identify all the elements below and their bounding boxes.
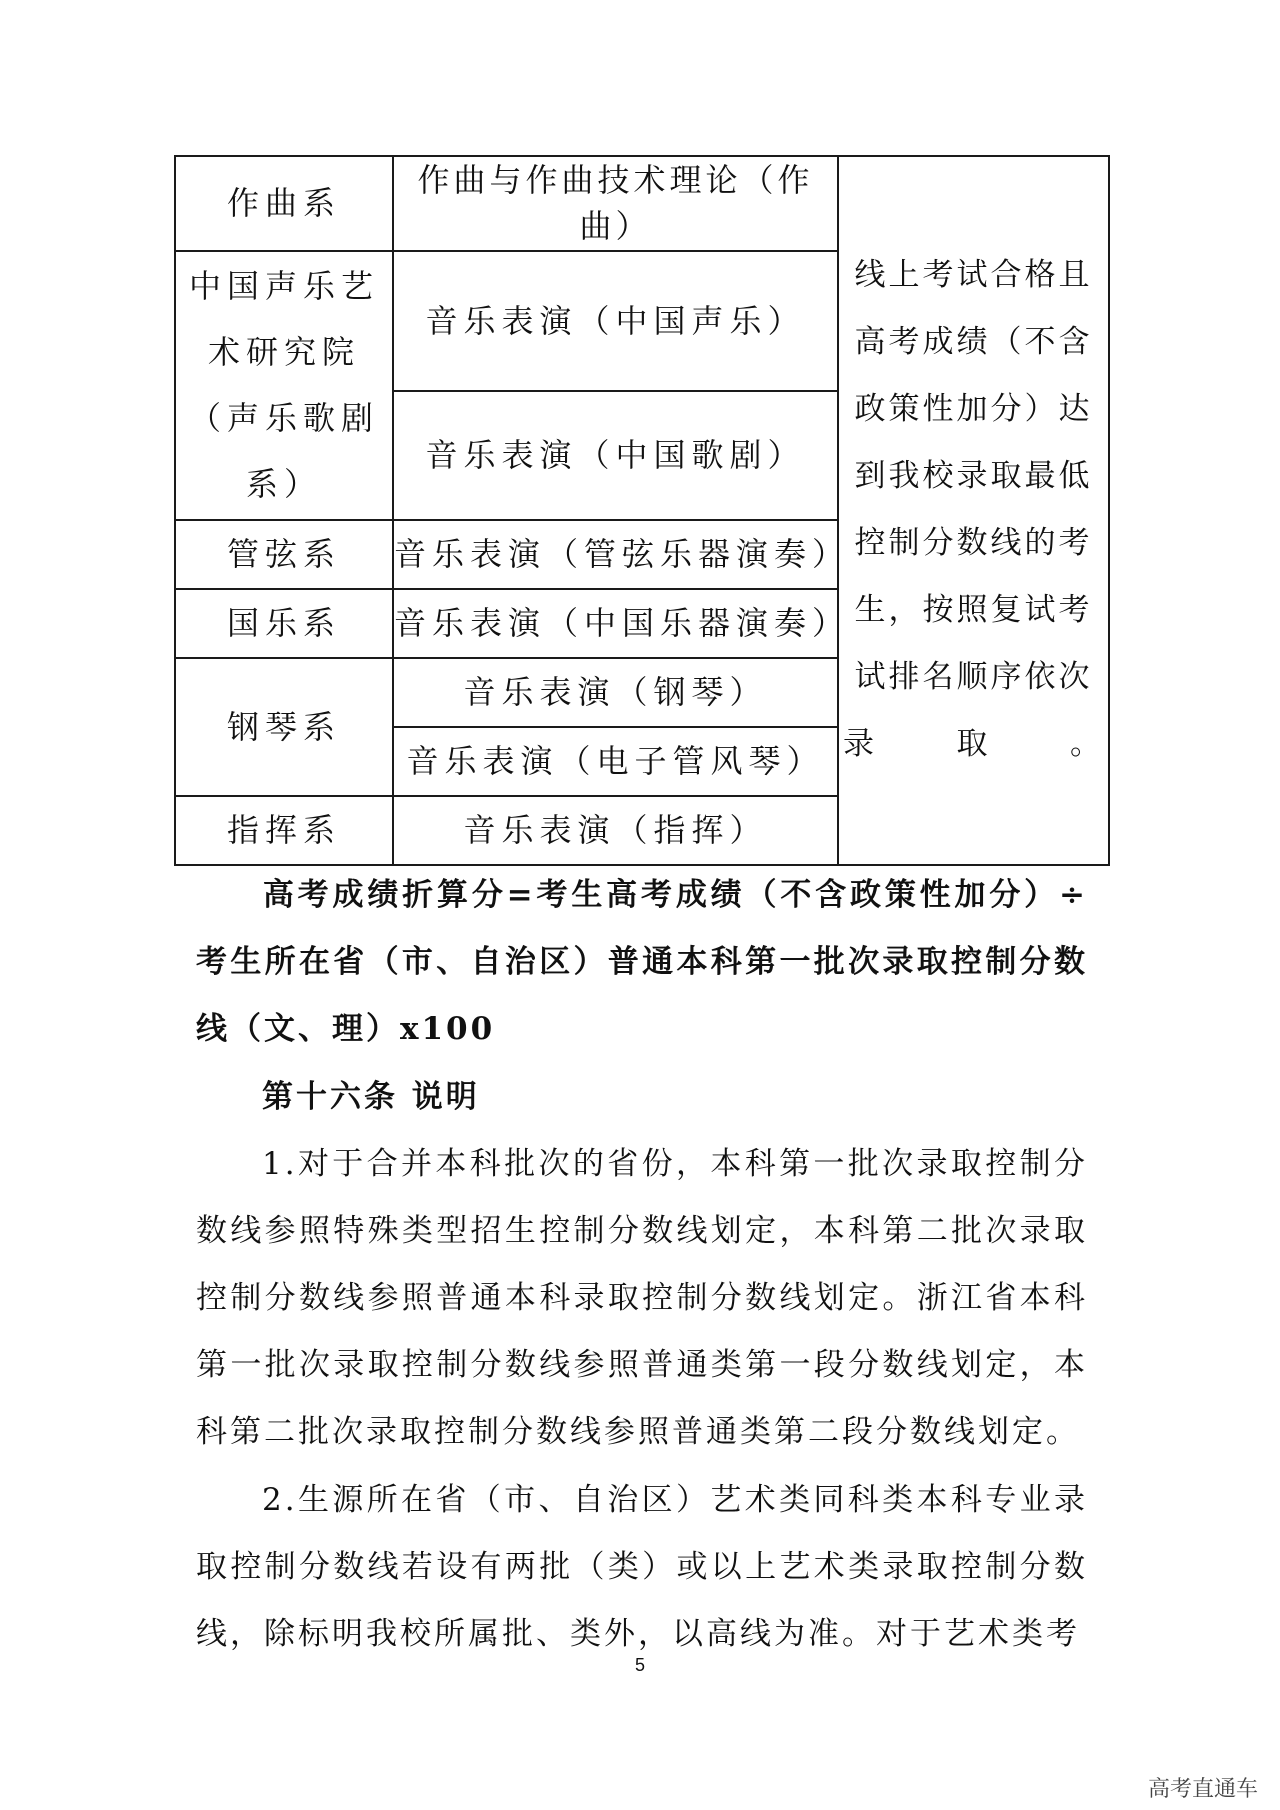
- major-cell: 作曲与作曲技术理论（作曲）: [393, 156, 838, 251]
- major-cell: 音乐表演（指挥）: [393, 796, 838, 865]
- department-cell: 国乐系: [175, 589, 393, 658]
- watermark-text: 高考直通车: [1147, 1777, 1258, 1802]
- department-cell: 钢琴系: [175, 658, 393, 796]
- admission-requirement-cell: 线上考试合格且高考成绩（不含政策性加分）达到我校录取最低控制分数线的考生，按照复试考试排名顺序依次录取。: [838, 156, 1109, 865]
- page-number: 5: [634, 1655, 645, 1675]
- major-cell: 音乐表演（管弦乐器演奏）: [393, 520, 838, 589]
- explanation-paragraph-2: 2.生源所在省（市、自治区）艺术类同科类本科专业录取控制分数线若设有两批（类）或以上艺术类录取控制分数线，除标明我校所属批、类外，以高线为准。对于艺术类考: [196, 1482, 1088, 1652]
- department-cell: 作曲系: [175, 156, 393, 251]
- major-cell: 音乐表演（中国歌剧）: [393, 391, 838, 520]
- major-cell: 音乐表演（中国声乐）: [393, 251, 838, 391]
- score-conversion-formula: 高考成绩折算分=考生高考成绩（不含政策性加分）÷考生所在省（市、自治区）普通本科第一批次录取控制分数线（文、理）x100: [196, 877, 1088, 1047]
- department-cell: 指挥系: [175, 796, 393, 865]
- table-row: [175, 156, 1109, 251]
- department-cell: 管弦系: [175, 520, 393, 589]
- major-cell: 音乐表演（中国乐器演奏）: [393, 589, 838, 658]
- admission-table: [174, 155, 1110, 866]
- major-cell: 音乐表演（钢琴）: [393, 658, 838, 727]
- explanation-paragraph-1: 1.对于合并本科批次的省份，本科第一批次录取控制分数线参照特殊类型招生控制分数线划定，本科第二批次录取控制分数线参照普通本科录取控制分数线划定。浙江省本科第一批次录取控制分数线参照普通类第一段分数线划定，本科第二批次录取控制分数线参照普通类第二段分数线划定。: [196, 1146, 1088, 1450]
- section-title: 第十六条 说明: [262, 1079, 480, 1115]
- department-cell: 中国声乐艺术研究院（声乐歌剧系）: [175, 251, 393, 520]
- major-cell: 音乐表演（电子管风琴）: [393, 727, 838, 796]
